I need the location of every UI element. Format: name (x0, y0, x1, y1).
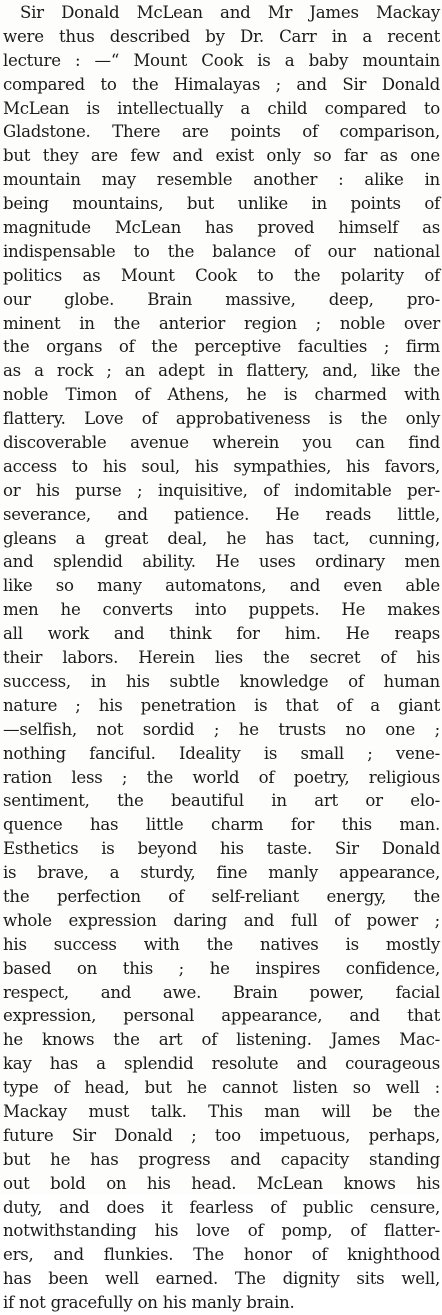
article-line: sentiment, the beautiful in art or elo- (3, 791, 440, 811)
article-line: whole expression daring and full of power ; (3, 910, 440, 930)
article-line: future Sir Donald ; too impetuous, perhaps, (3, 1125, 440, 1145)
article-line: his success with the natives is mostly (3, 934, 440, 954)
article-line: the organs of the perceptive faculties ; firm (3, 337, 440, 357)
article-line: based on this ; he inspires confidence, (3, 958, 440, 978)
article-line: as a rock ; an adept in flattery, and, like the (3, 361, 440, 381)
article-line: gleans a great deal, he has tact, cunning, (3, 528, 440, 548)
article-line: nature ; his penetration is that of a giant (3, 695, 440, 715)
article-line: our globe. Brain massive, deep, pro- (3, 289, 440, 309)
article-line: minent in the anterior region ; noble over (3, 313, 440, 333)
article-line: noble Timon of Athens, he is charmed with (3, 385, 440, 405)
article-line: respect, and awe. Brain power, facial (3, 982, 440, 1002)
article-line: quence has little charm for this man. (3, 815, 440, 835)
article-line: men he converts into puppets. He makes (3, 600, 440, 620)
article-line: indispensable to the balance of our national (3, 241, 440, 261)
article-line: is brave, a sturdy, fine manly appearance, (3, 863, 440, 883)
article-line: out bold on his head. McLean knows his (3, 1173, 440, 1193)
article-line: ration less ; the world of poetry, religious (3, 767, 440, 787)
article-line: duty, and does it fearless of public censure, (3, 1197, 440, 1217)
article-line: flattery. Love of approbativeness is the only (3, 409, 440, 429)
article-line: mountain may resemble another : alike in (3, 170, 440, 190)
article-line: kay has a splendid resolute and courageous (3, 1054, 440, 1074)
article-line: ers, and flunkies. The honor of knighthood (3, 1245, 440, 1265)
article-line: all work and think for him. He reaps (3, 624, 440, 644)
article-line: if not gracefully on his manly brain. (3, 1293, 295, 1313)
article-line: Gladstone. There are points of comparison, (3, 122, 440, 142)
article-line: magnitude McLean has proved himself as (3, 218, 440, 238)
article-line: were thus described by Dr. Carr in a recent (3, 26, 440, 46)
article-line: access to his soul, his sympathies, his favors, (3, 456, 440, 476)
article-line: has been well earned. The dignity sits well, (3, 1269, 440, 1289)
article-line: he knows the art of listening. James Mac- (3, 1030, 440, 1050)
article-line: expression, personal appearance, and that (3, 1006, 440, 1026)
article-line: like so many automatons, and even able (3, 576, 440, 596)
article-line: being mountains, but unlike in points of (3, 194, 440, 214)
article-line: success, in his subtle knowledge of human (3, 671, 440, 691)
article-line: notwithstanding his love of pomp, of flatter- (3, 1221, 440, 1241)
article-line: politics as Mount Cook to the polarity of (3, 265, 440, 285)
article-line: —selfish, not sordid ; he trusts no one ; (3, 719, 440, 739)
article-line: Esthetics is beyond his taste. Sir Donald (3, 839, 440, 859)
article-line: or his purse ; inquisitive, of indomitable per- (3, 480, 440, 500)
article-line: McLean is intellectually a child compared to (3, 98, 440, 118)
article-line: nothing fanciful. Ideality is small ; vene- (3, 743, 440, 763)
article-body (0, 1, 442, 1315)
article-line: Sir Donald McLean and Mr James Mackay (20, 3, 440, 22)
article-line: lecture : —“ Mount Cook is a baby mountain (3, 50, 440, 70)
article-line: severance, and patience. He reads little, (3, 504, 440, 524)
article-line: but they are few and exist only so far as one (3, 146, 440, 166)
article-line: the perfection of self-reliant energy, the (3, 886, 440, 906)
article-line: discoverable avenue wherein you can find (3, 433, 440, 453)
article-line: type of head, but he cannot listen so well : (3, 1078, 440, 1098)
article-line: compared to the Himalayas ; and Sir Donald (3, 74, 440, 94)
article-line: Mackay must talk. This man will be the (3, 1101, 440, 1121)
article-line: but he has progress and capacity standing (3, 1149, 440, 1169)
article-line: and splendid ability. He uses ordinary men (3, 552, 440, 572)
article-line: their labors. Herein lies the secret of his (3, 648, 440, 668)
